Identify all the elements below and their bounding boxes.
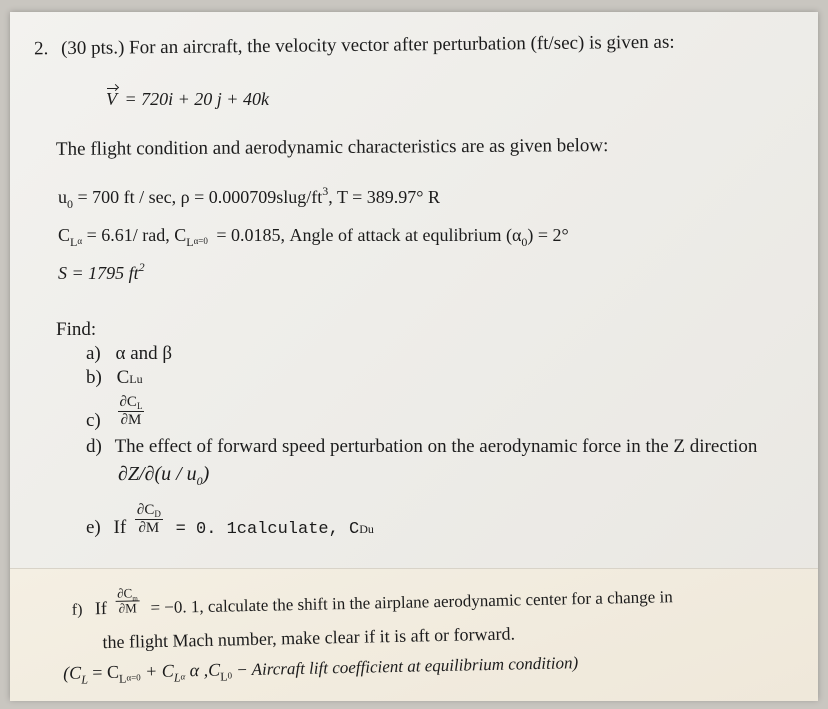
item-b-subscript: Lu (129, 372, 143, 386)
wing-area-value: S = 1795 ft (58, 263, 139, 283)
conditions-intro: The flight condition and aerodynamic characteristics are as given below: (55, 135, 609, 160)
item-c-num-subscript: L (136, 401, 143, 411)
problem-number: 2. (33, 38, 49, 60)
note-c1-subsubscript: α=0 (126, 672, 141, 683)
problem-statement: (30 pts.) For an aircraft, the velocity vector after perturbation (ft/sec) is given as: (60, 31, 675, 60)
item-c-tag: c) (86, 409, 101, 431)
cl-alpha-value: = 6.61/ rad, C (86, 225, 187, 245)
note-equals-c: = C (87, 661, 120, 683)
cl-alpha-subscript: α (77, 236, 83, 246)
item-d-text: The effect of forward speed perturbation on the aerodynamic force in the Z direction (114, 436, 758, 457)
item-d-tag: d) (86, 436, 102, 457)
item-f-fraction (115, 586, 140, 617)
item-e-num-subscript: D (154, 509, 161, 519)
find-label: Find: (56, 319, 97, 340)
note-c3-subsubscript: 0 (227, 670, 233, 681)
item-e-if: If (113, 516, 127, 538)
item-c-denominator: ∂M (120, 411, 142, 428)
note-description: − Aircraft lift coefficient at equilibrium condition) (231, 653, 579, 680)
item-e-numerator: ∂C (136, 502, 155, 518)
alpha0-value: ) = 2° (527, 225, 569, 245)
note-cl-subscript: L (81, 672, 89, 687)
u0-symbol: u (58, 187, 67, 207)
item-f-num-subscript: m (132, 594, 138, 603)
item-b-text: C (116, 367, 130, 388)
item-d-expr-subscript: 0 (196, 474, 203, 488)
item-f-denominator: ∂M (118, 600, 137, 617)
note-c2-subsubscript: α (180, 671, 186, 682)
item-f-line2: the flight Mach number, make clear if it is aft or forward. (102, 623, 516, 653)
item-d-expr-main: ∂Z/∂(u / u (118, 463, 197, 485)
item-d-expr-close: ) (202, 463, 210, 485)
note-plus-c: + C (140, 660, 174, 682)
area-exponent: 2 (138, 260, 145, 274)
item-a-tag: a) (86, 343, 101, 364)
cl0-value-angle: = 0.0185, Angle of attack at equlibrium (α (216, 225, 522, 245)
vector-v-symbol: V (106, 89, 117, 109)
item-e-rhs: = 0. 1calculate, C (175, 519, 360, 539)
lift-coefficient-note (62, 653, 579, 687)
cl0-L-subscript: L (186, 235, 194, 249)
note-c2-subscript: L (173, 670, 181, 685)
find-item-f (71, 575, 673, 618)
item-a-text: α and β (115, 343, 173, 364)
cl-symbol: C (58, 225, 71, 245)
item-f-rhs: = −0. 1, calculate the shift in the airplane aerodynamic center for a change in (150, 587, 673, 618)
note-c3-subscript: L (220, 669, 228, 684)
note-open-cl: (C (62, 662, 82, 683)
item-c-numerator: ∂C (119, 394, 137, 410)
temperature-value: , T = 389.97° R (328, 187, 440, 207)
velocity-components: = 720i + 20 j + 40k (124, 89, 269, 109)
speed-density-value: = 700 ft / sec, ρ = 0.000709slug/ft (77, 187, 323, 207)
item-e-tag: e) (86, 516, 101, 538)
cl0-alpha-subscript: α=0 (193, 236, 208, 246)
item-f-if: If (94, 598, 108, 619)
item-b-tag: b) (86, 367, 102, 388)
u0-subscript: 0 (67, 197, 73, 211)
item-e-rhs-subscript: Du (359, 521, 374, 536)
item-e-denominator: ∂M (138, 519, 160, 536)
cube-exponent: 3 (322, 184, 329, 198)
cl-L-subscript: L (70, 235, 78, 249)
note-alpha-c: α ,C (184, 659, 221, 681)
item-f-numerator: ∂C (116, 585, 133, 601)
note-c1-subscript: L (118, 671, 127, 686)
item-f-tag: f) (71, 601, 83, 619)
alpha0-subscript: 0 (521, 235, 528, 249)
